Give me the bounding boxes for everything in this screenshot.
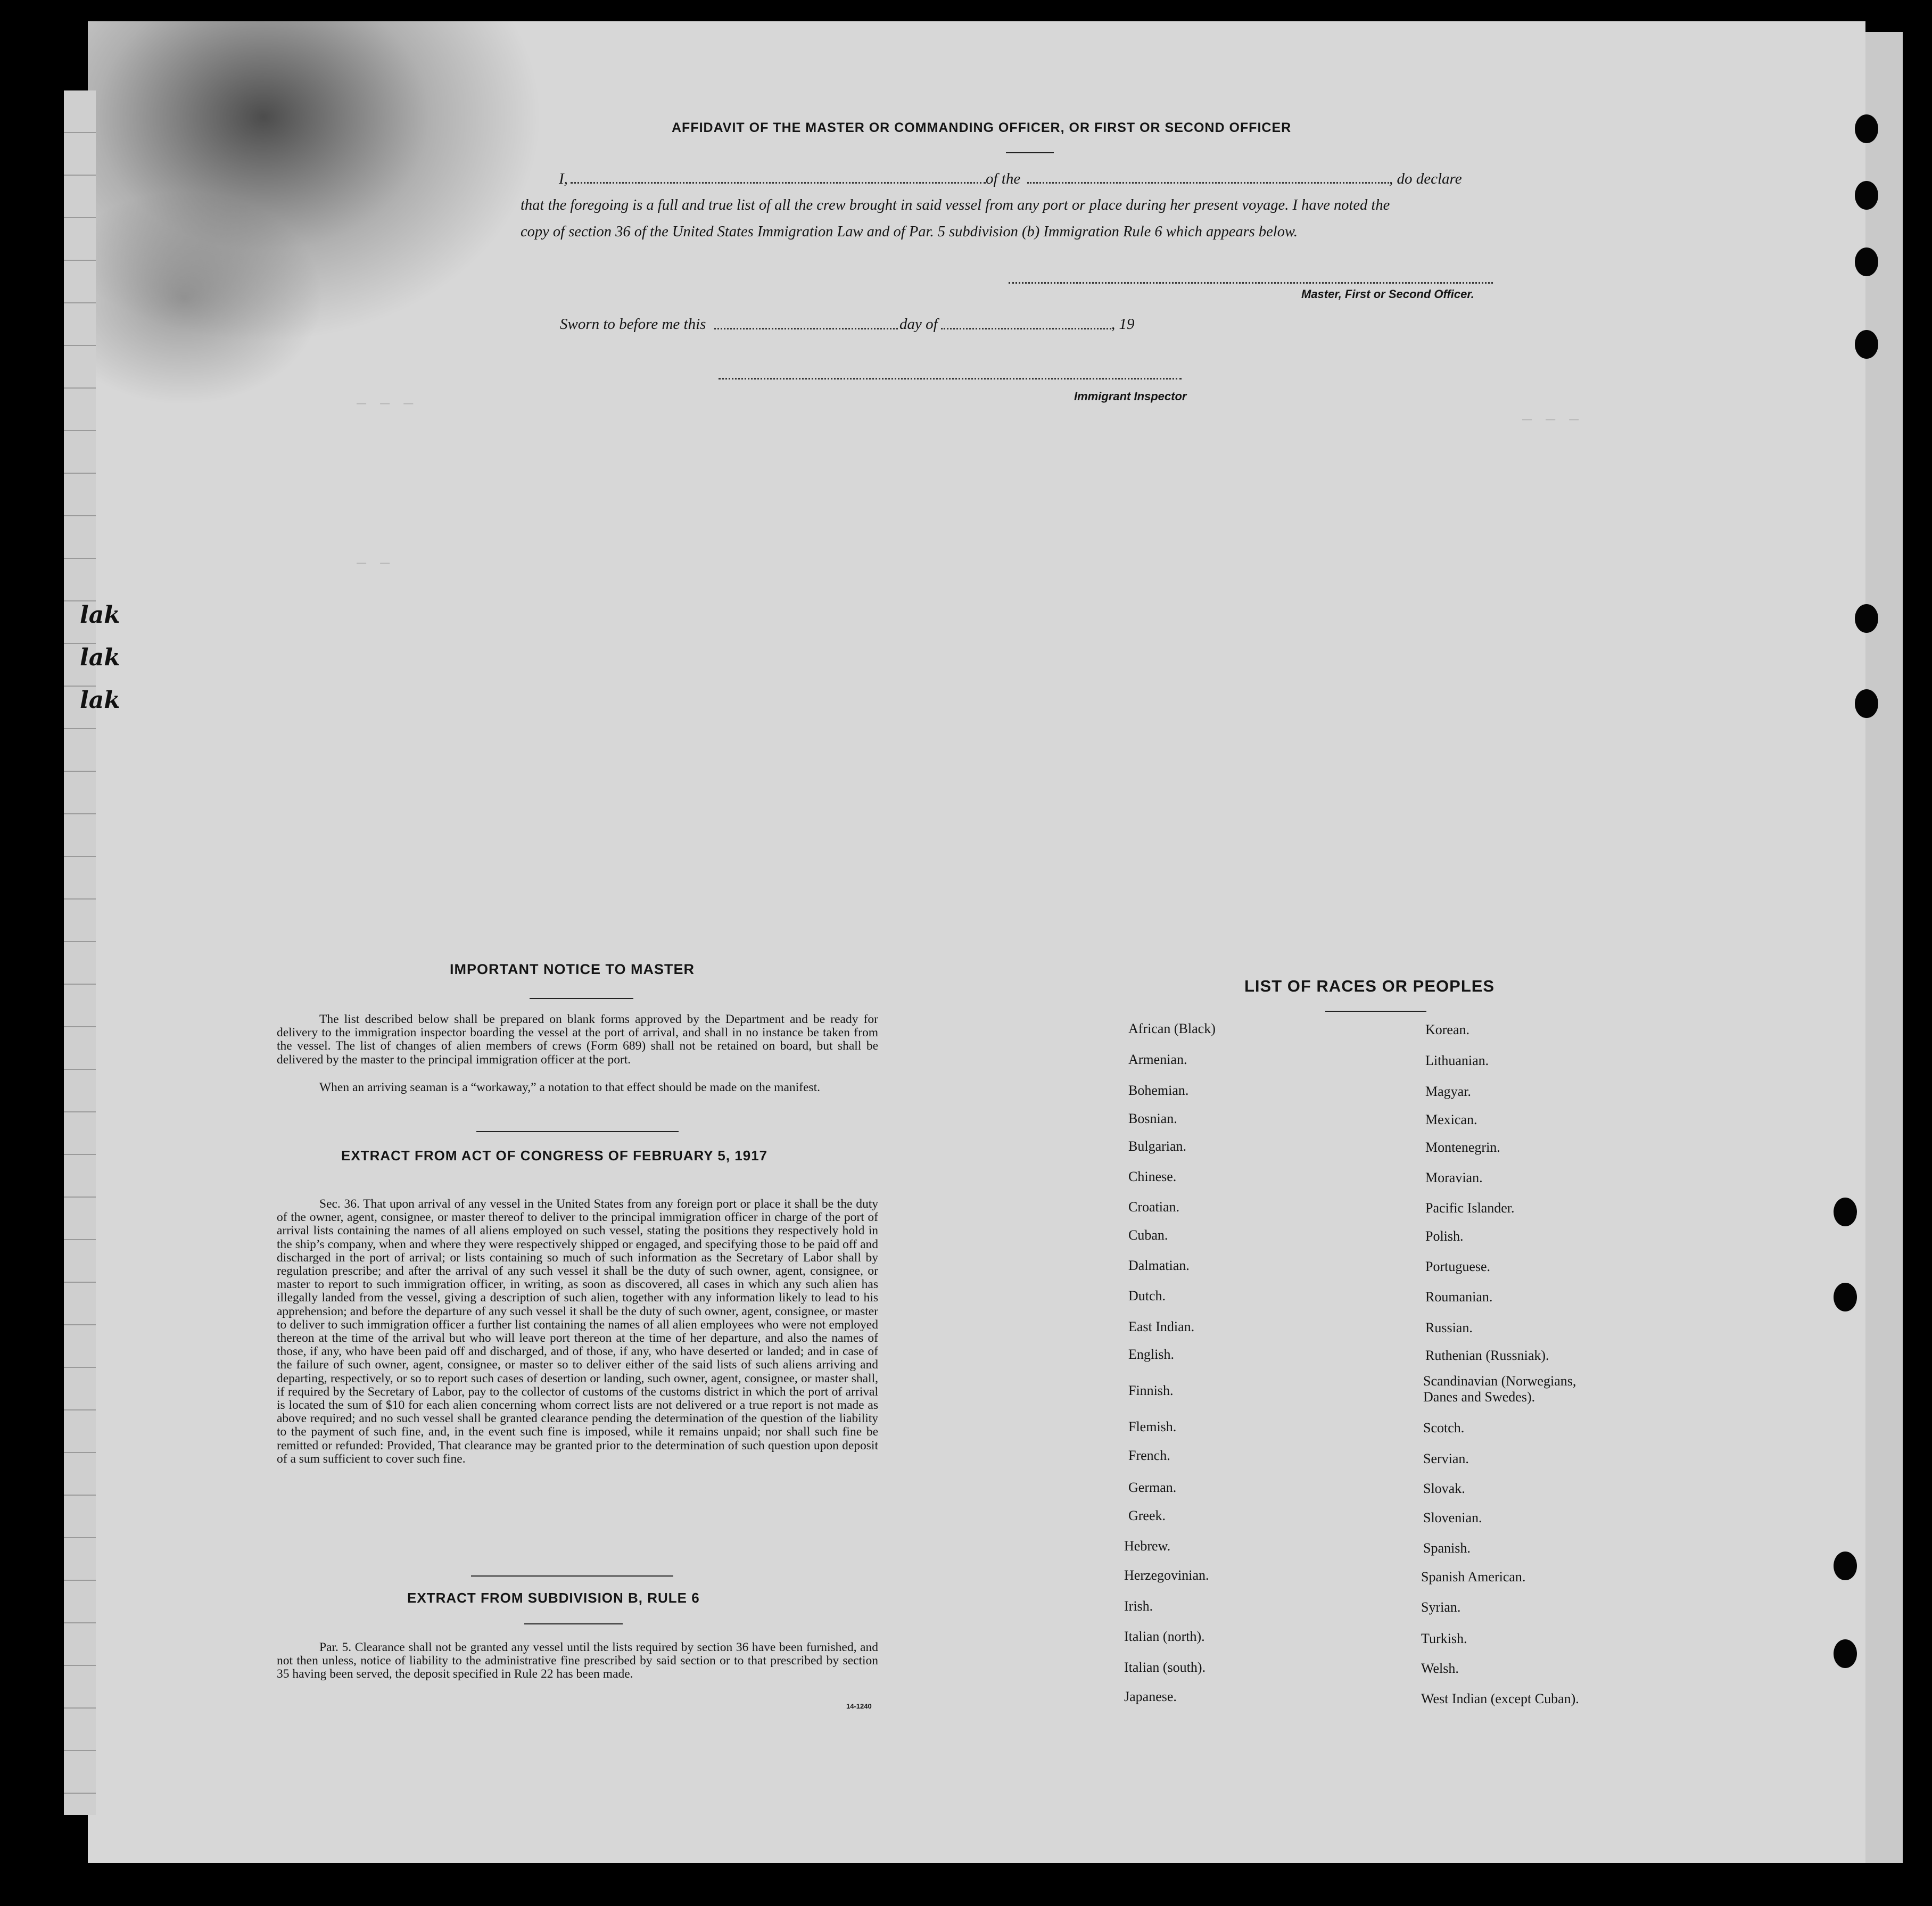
binder-hole-icon bbox=[1855, 330, 1878, 359]
races-title: LIST OF RACES OR PEOPLES bbox=[1244, 977, 1495, 995]
race-item: East Indian. bbox=[1128, 1319, 1195, 1334]
race-item: Chinese. bbox=[1128, 1169, 1177, 1184]
binder-hole-icon bbox=[1855, 689, 1878, 718]
inspector-caption: Immigrant Inspector bbox=[1074, 390, 1187, 403]
race-item: Spanish American. bbox=[1421, 1569, 1526, 1585]
officer-signature-field[interactable] bbox=[1009, 282, 1493, 284]
race-item: Italian (north). bbox=[1124, 1629, 1205, 1644]
race-item: Russian. bbox=[1425, 1320, 1473, 1335]
race-item: French. bbox=[1128, 1448, 1170, 1463]
margin-handwritten-mark: lak bbox=[80, 601, 120, 629]
race-item: Mexican. bbox=[1425, 1112, 1477, 1127]
binder-hole-icon bbox=[1834, 1639, 1857, 1668]
race-item: Scotch. bbox=[1423, 1420, 1465, 1435]
officer-caption: Master, First or Second Officer. bbox=[1301, 287, 1474, 301]
race-item: Korean. bbox=[1425, 1022, 1470, 1037]
section-divider bbox=[471, 1575, 673, 1577]
race-item: Cuban. bbox=[1128, 1227, 1168, 1243]
race-item: Croatian. bbox=[1128, 1199, 1180, 1215]
race-item: Herzegovinian. bbox=[1124, 1567, 1209, 1583]
vessel-name-field[interactable] bbox=[1027, 182, 1389, 184]
race-item: Dalmatian. bbox=[1128, 1258, 1190, 1273]
race-item: Portuguese. bbox=[1425, 1259, 1491, 1274]
race-item: Japanese. bbox=[1124, 1689, 1177, 1704]
year-label: , 19 bbox=[1111, 316, 1135, 333]
sworn-month-field[interactable] bbox=[941, 328, 1111, 329]
margin-handwritten-mark: lak bbox=[80, 687, 120, 714]
race-item: German. bbox=[1128, 1480, 1177, 1495]
race-item: Italian (south). bbox=[1124, 1660, 1206, 1675]
affidavit-declare-label: , do declare bbox=[1389, 170, 1462, 187]
binder-hole-icon bbox=[1834, 1198, 1857, 1226]
act-extract-text: Sec. 36. That upon arrival of any vessel in the United States from any foreign port or place it shall be the duty of the owner, agent, consignee, or master thereof to deliver to the principal immigration officer in charge of the port of arrival lists containing the names of all aliens employed on such vessel, stating the positions they respectively hold in the ship’s company, when and where they were respectively shipped or engaged, and specifying those to be paid off and discharged in the port of arrival; or lists containing so much of such information as the Secretary of Labor shall by regulation prescribe; and after the arrival of any such vessel it shall be the duty of such owner, agent, consignee, or master to report to such immigration officer, in writing, as soon as discovered, all cases in which any such alien has illegally landed from the vessel, giving a description of such alien, together with any information likely to lead to his apprehension; and before the departure of any such vessel it shall be the duty of such owner, agent, consignee, or master to deliver to such immigration officer a further list containing the names of all alien employees who were not employed thereon at the time of the arrival but who will leave port thereon at the time of her departure, and also the names of those, if any, who have been paid off and discharged, and of those, if any, who have deserted or landed; and in case of the failure of such owner, agent, consignee, or master so to deliver either of the said lists of such aliens arriving and departing, respectively, or so to report such cases of desertion or landing, such owner, agent, consignee, or master shall, if required by the Secretary of Labor, pay to the collector of customs of the customs district in which the port of arrival is located the sum of $10 for each alien concerning whom correct lists are not delivered or a true report is not made as above required; and no such vessel shall be granted clearance pending the determination of the question of the liability to the payment of such fine, and, in the event such fine is imposed, while it remains unpaid; nor shall such fine be remitted or refunded: Provided, That clearance may be granted prior to the determination of such question upon deposit of a sum sufficient to cover such fine. bbox=[277, 1197, 878, 1466]
manifest-page bbox=[88, 21, 1865, 1863]
ledger-edge-strip bbox=[64, 90, 96, 1815]
sworn-label: Sworn to before me this bbox=[560, 316, 706, 333]
race-item: Bosnian. bbox=[1128, 1111, 1177, 1126]
section-divider bbox=[476, 1131, 679, 1132]
bleed-through-marks: — — — bbox=[1522, 410, 1581, 428]
binder-hole-icon bbox=[1855, 114, 1878, 143]
form-number: 14-1240 bbox=[846, 1702, 872, 1710]
day-of-label: day of bbox=[899, 316, 938, 333]
bleed-through-marks: — — bbox=[357, 554, 392, 572]
notice-title-rule bbox=[530, 998, 633, 999]
race-item: Polish. bbox=[1425, 1228, 1464, 1244]
rule-extract-text: Par. 5. Clearance shall not be granted any vessel until the lists required by section 36 have been furnished, and not then unless, notice of liability to the administrative fine prescribed by said section or to that prescribed by section 35 having been served, the deposit specified in Rule 22 has been made. bbox=[277, 1640, 878, 1681]
race-item: Bohemian. bbox=[1128, 1083, 1189, 1098]
binding-edge-strip bbox=[1865, 32, 1903, 1863]
affidavit-title: AFFIDAVIT OF THE MASTER OR COMMANDING OFFICER, OR FIRST OR SECOND OFFICER bbox=[672, 120, 1292, 135]
affidavit-title-rule bbox=[1006, 152, 1054, 153]
race-item: Bulgarian. bbox=[1128, 1138, 1187, 1154]
binder-hole-icon bbox=[1855, 604, 1878, 633]
race-item: Syrian. bbox=[1421, 1599, 1461, 1615]
affidavit-i-label: I, bbox=[559, 170, 568, 187]
binder-hole-icon bbox=[1855, 247, 1878, 276]
sworn-day-field[interactable] bbox=[714, 328, 898, 329]
race-item: Welsh. bbox=[1421, 1661, 1459, 1676]
race-item: Irish. bbox=[1124, 1598, 1153, 1614]
race-item: Spanish. bbox=[1423, 1540, 1471, 1556]
race-item: Slovak. bbox=[1423, 1481, 1465, 1496]
race-item: Scandinavian (Norwegians, Danes and Swedes). bbox=[1423, 1373, 1576, 1405]
rule-extract-title: EXTRACT FROM SUBDIVISION B, RULE 6 bbox=[407, 1590, 700, 1606]
races-title-rule bbox=[1325, 1011, 1426, 1012]
race-item: Montenegrin. bbox=[1425, 1140, 1500, 1155]
race-item: Lithuanian. bbox=[1425, 1053, 1489, 1068]
race-item: African (Black) bbox=[1128, 1021, 1216, 1036]
race-item: Hebrew. bbox=[1124, 1538, 1171, 1554]
margin-handwritten-mark: lak bbox=[80, 644, 120, 671]
notice-workaway-paragraph: When an arriving seaman is a “workaway,” a notation to that effect should be made on the manifest. bbox=[319, 1080, 820, 1094]
race-item: Moravian. bbox=[1425, 1170, 1483, 1185]
race-item: Pacific Islander. bbox=[1425, 1200, 1515, 1216]
race-item: Slovenian. bbox=[1423, 1510, 1482, 1525]
notice-title: IMPORTANT NOTICE TO MASTER bbox=[450, 961, 695, 977]
act-extract-title: EXTRACT FROM ACT OF CONGRESS OF FEBRUARY 5, 1917 bbox=[341, 1148, 768, 1164]
race-item: Dutch. bbox=[1128, 1288, 1166, 1303]
binder-hole-icon bbox=[1834, 1552, 1857, 1580]
race-item: Roumanian. bbox=[1425, 1289, 1493, 1305]
master-name-field[interactable] bbox=[571, 182, 986, 184]
inspector-signature-field[interactable] bbox=[719, 378, 1182, 379]
race-item: West Indian (except Cuban). bbox=[1421, 1691, 1579, 1706]
notice-paragraph: The list described below shall be prepared on blank forms approved by the Department and be ready for delivery to the immigration inspector boarding the vessel at the port of arrival, and shall in no instance be taken from the vessel. The list of changes of alien members of crews (Form 689) shall not be retained on board, but shall be delivered by the master to the principal immigration officer at the port. bbox=[277, 1012, 878, 1067]
binder-hole-icon bbox=[1834, 1283, 1857, 1311]
race-item: Turkish. bbox=[1421, 1631, 1467, 1646]
affidavit-statement-line: that the foregoing is a full and true list of all the crew brought in said vessel from any port or place during her present voyage. I have noted the bbox=[521, 197, 1390, 213]
race-item: English. bbox=[1128, 1347, 1174, 1362]
race-item: Magyar. bbox=[1425, 1084, 1471, 1099]
race-item: Greek. bbox=[1128, 1508, 1166, 1523]
race-item: Armenian. bbox=[1128, 1052, 1187, 1067]
affidavit-statement-line: copy of section 36 of the United States Immigration Law and of Par. 5 subdivision (b) Immigration Rule 6 which appears below. bbox=[521, 224, 1298, 240]
race-item: Ruthenian (Russniak). bbox=[1425, 1348, 1549, 1363]
bleed-through-marks: — — — bbox=[357, 394, 416, 412]
affidavit-of-the-label: of the bbox=[986, 170, 1021, 187]
race-item: Servian. bbox=[1423, 1451, 1469, 1466]
binder-hole-icon bbox=[1855, 181, 1878, 210]
rule-title-rule bbox=[524, 1623, 623, 1624]
race-item: Finnish. bbox=[1128, 1383, 1174, 1398]
race-item: Flemish. bbox=[1128, 1419, 1177, 1434]
